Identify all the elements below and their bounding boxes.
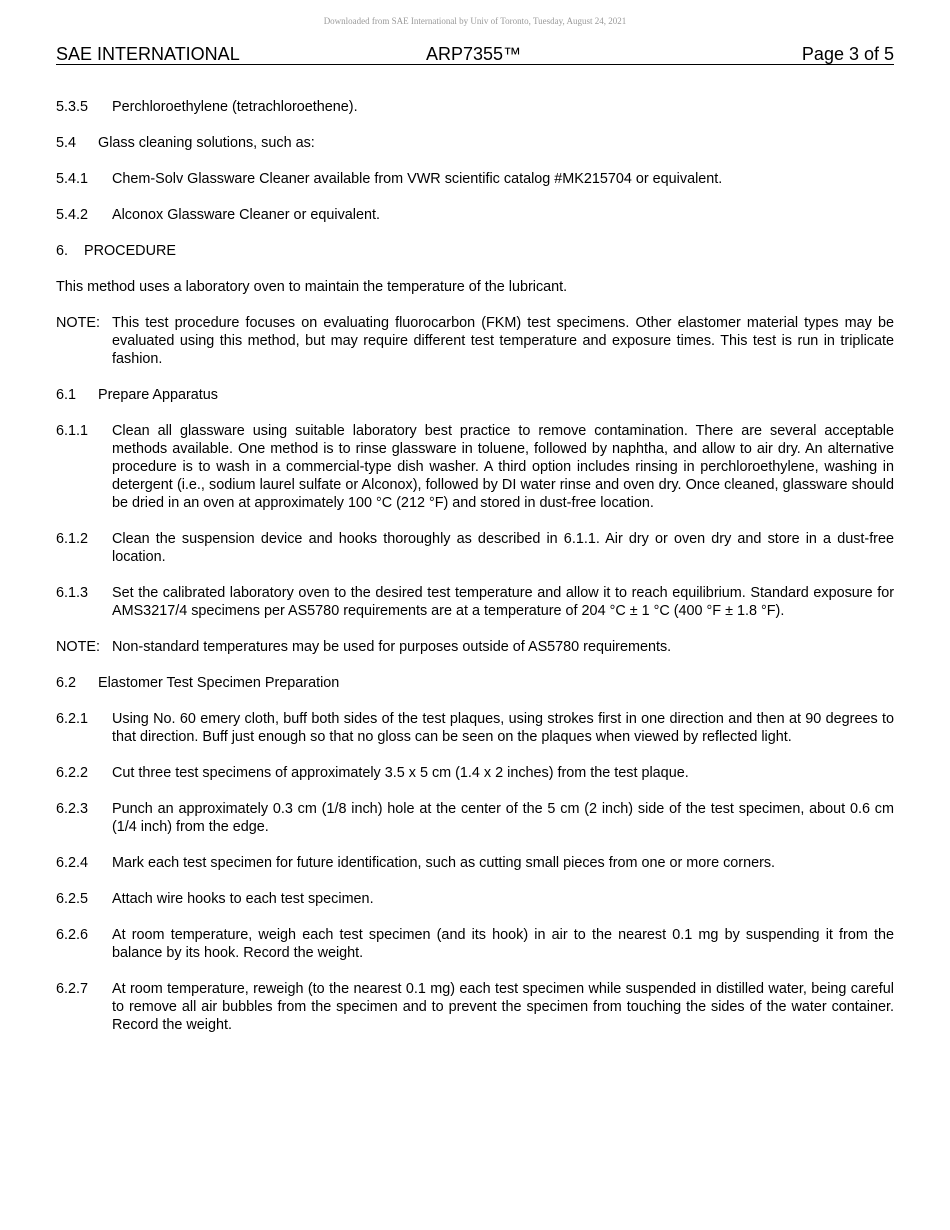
section-6-2-7 (56, 980, 894, 1034)
section-6-1-2 (56, 530, 894, 566)
section-number: 6.2.1 (56, 711, 89, 727)
section-text: Attach wire hooks to each test specimen. (112, 891, 374, 907)
section-6-2-5 (56, 890, 894, 908)
section-number: 6.2.4 (56, 855, 89, 871)
section-number: 5.3.5 (56, 99, 89, 115)
section-number: 6.2.6 (56, 927, 89, 943)
header-page-number: Page 3 of 5 (801, 44, 894, 64)
section-heading: Glass cleaning solutions, such as: (98, 135, 315, 151)
section-6-2-2 (56, 764, 894, 782)
section-text: Punch an approximately 0.3 cm (1/8 inch) hole at the center of the 5 cm (2 inch) side of the test specimen, about 0.6 cm (1/4 inch) from the edge. (112, 801, 894, 835)
section-number: 5.4.1 (56, 171, 89, 187)
section-text: At room temperature, reweigh (to the nearest 0.1 mg) each test specimen while suspended in distilled water, being careful to remove all air bubbles from the specimen and to prevent the specimen from touching the sides of the water container. Record the weight. (112, 981, 894, 1033)
download-watermark: Downloaded from SAE International by Univ of Toronto, Tuesday, August 24, 2021 (323, 16, 627, 26)
section-6-2-1 (56, 710, 894, 746)
section-text: Set the calibrated laboratory oven to the desired test temperature and allow it to reach equilibrium. Standard exposure for AMS3217/4 specimens per AS5780 requirements are at a temperature of 204 °C ± 1 °C (400 °F ± 1.8 °F). (112, 585, 894, 619)
note-text: This test procedure focuses on evaluating fluorocarbon (FKM) test specimens. Other elastomer material types may be evaluated using this method, but may require different test temperature and exposure times. This test is run in triplicate fashion. (112, 315, 894, 367)
note-test-procedure (56, 314, 894, 368)
section-5-4 (56, 134, 894, 152)
section-text: At room temperature, weigh each test specimen (and its hook) in air to the nearest 0.1 mg by suspending it from the balance by its hook. Record the weight. (112, 927, 894, 961)
section-text: Alconox Glassware Cleaner or equivalent. (112, 207, 380, 223)
section-number: 6.1 (56, 387, 77, 403)
section-number: 6.2.2 (56, 765, 89, 781)
section-text: Clean all glassware using suitable laboratory best practice to remove contamination. There are several acceptable methods available. One method is to rinse glassware in toluene, followed by naphtha, and allow to air dry. An alternative procedure is to wash in a commercial-type dish washer. A third option includes rinsing in perchloroethylene, washing in detergent (i.e., sodium laurel sulfate or Alconox), followed by DI water rinse and oven dry. Once cleaned, glassware should be dried in an oven at approximately 100 °C (212 °F) and stored in dust-free location. (112, 423, 894, 511)
section-5-4-2 (56, 206, 894, 224)
procedure-intro: This method uses a laboratory oven to maintain the temperature of the lubricant. (56, 279, 568, 295)
section-text: Chem-Solv Glassware Cleaner available from VWR scientific catalog #MK215704 or equivalent. (112, 171, 723, 187)
section-6 (56, 242, 894, 260)
section-6-2-6 (56, 926, 894, 962)
section-5-4-1 (56, 170, 894, 188)
section-number: 6.2.7 (56, 981, 89, 997)
note-label: NOTE: (56, 639, 100, 655)
section-heading: Elastomer Test Specimen Preparation (98, 675, 340, 691)
document-body (56, 98, 894, 1052)
section-number: 5.4 (56, 135, 77, 151)
section-6-2-3 (56, 800, 894, 836)
section-heading: PROCEDURE (84, 243, 176, 259)
header-organization: SAE INTERNATIONAL (56, 44, 240, 64)
header-document-number: ARP7355™ (426, 44, 522, 64)
section-number: 6.1.3 (56, 585, 89, 601)
section-text: Clean the suspension device and hooks thoroughly as described in 6.1.1. Air dry or oven dry and store in a dust-free location. (112, 531, 894, 565)
section-heading: Prepare Apparatus (98, 387, 219, 403)
section-6-1-3 (56, 584, 894, 620)
section-number: 5.4.2 (56, 207, 89, 223)
note-non-standard-temperatures (56, 638, 894, 656)
section-6-2 (56, 674, 894, 692)
note-label: NOTE: (56, 315, 100, 331)
page-header (56, 44, 894, 65)
section-6-2-4 (56, 854, 894, 872)
section-number: 6. (56, 243, 69, 259)
section-6-1-1 (56, 422, 894, 512)
note-text: Non-standard temperatures may be used for purposes outside of AS5780 requirements. (112, 639, 672, 655)
section-5-3-5 (56, 98, 894, 116)
section-text: Cut three test specimens of approximately 3.5 x 5 cm (1.4 x 2 inches) from the test plaque. (112, 765, 689, 781)
section-number: 6.2 (56, 675, 77, 691)
section-6-1 (56, 386, 894, 404)
section-number: 6.2.5 (56, 891, 89, 907)
section-text: Mark each test specimen for future identification, such as cutting small pieces from one or more corners. (112, 855, 776, 871)
section-number: 6.1.1 (56, 423, 89, 439)
section-text: Using No. 60 emery cloth, buff both sides of the test plaques, using strokes first in one direction and then at 90 degrees to that direction. Buff just enough so that no gloss can be seen on the plaques when viewed by reflected light. (112, 711, 894, 745)
section-number: 6.1.2 (56, 531, 89, 547)
section-number: 6.2.3 (56, 801, 89, 817)
section-text: Perchloroethylene (tetrachloroethene). (112, 99, 358, 115)
